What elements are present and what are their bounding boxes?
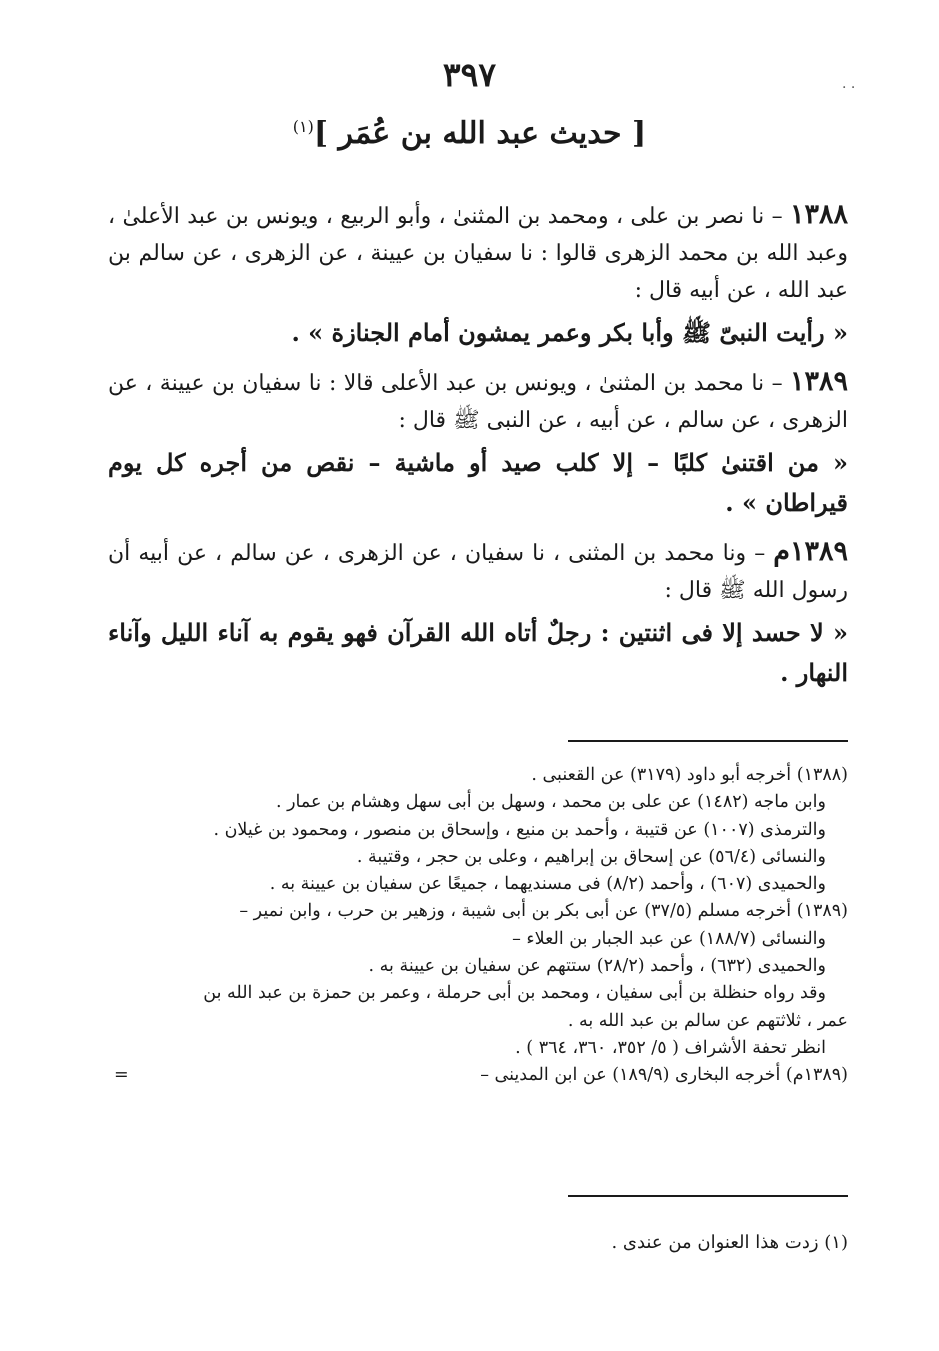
isnad-text: – ونا محمد بن المثنى ، نا سفيان ، عن الزهرى ، عن سالم ، عن أبيه أن رسول الله ﷺ قال : [108,541,848,603]
footnote-line: وقد رواه حنظلة بن أبى سفيان ، ومحمد بن أبى حرملة ، وعمر بن حمزة بن عبد الله بن [203,983,826,1004]
chapter-title [0,116,939,151]
page-number: ٣٩٧ [442,55,497,94]
footnote-line: والحميدى (٦٣٢) ، وأحمد (٢٨/٢) ستتهم عن سفيان بن عيينة به . [368,956,826,977]
scan-speck: · · [842,80,856,96]
editor-note-separator [568,1195,848,1197]
isnad-text: – نا محمد بن المثنىٰ ، ويونس بن عبد الأعلى قالا : نا سفيان بن عيينة ، عن الزهرى ، عن سالم ، عن أبيه ، عن النبى ﷺ قال : [108,371,848,433]
footnote-line: عمر ، ثلاثتهم عن سالم بن عبد الله به . [567,1010,848,1031]
footnote-line: (١٣٨٩) أخرجه مسلم (٣٧/٥) عن أبى بكر بن أبى شيبة ، وزهير بن حرب ، وابن نمير – [239,901,848,922]
footnote-line: والنسائى (١٨٨/٧) عن عبد الجبار بن العلاء – [512,928,826,949]
hadith-body [108,196,848,703]
hadith-1389m-isnad [108,533,848,609]
footnote-line: والترمذى (١٠٠٧) عن قتيبة ، وأحمد بن منيع ، وإسحاق بن منصور ، ومحمود بن غيلان . [213,819,826,840]
footnote-line: (١٣٨٨) أخرجه أبو داود (٣١٧٩) عن القعنبى . [531,765,848,785]
footnote-separator [568,740,848,742]
chapter-footnote-marker: (١) [292,117,314,136]
footnote-line: والنسائى (٥٦/٤) عن إسحاق بن إبراهيم ، وعلى بن حجر ، وقتيبة . [356,846,826,867]
hadith-number: ١٣٨٩ [789,366,848,397]
footnote-text: (١٣٨٩م) أخرجه البخارى (١٨٩/٩) عن ابن المدينى – [480,1065,848,1086]
hadith-1389m-matn: « لا حسد إلا فى اثنتين : رجلٌ أتاه الله القرآن فهو يقوم به آناء الليل وآناء النهار . [108,618,848,687]
hadith-number: ١٣٨٨ [789,199,848,230]
footnote-line-last [108,1062,848,1089]
footnote-line: وابن ماجه (١٤٨٢) عن على بن محمد ، وسهل بن أبى سهل وهشام بن عمار . [275,792,826,813]
isnad-text: – نا نصر بن على ، ومحمد بن المثنىٰ ، وأبو الربيع ، ويونس بن عبد الأعلىٰ ، وعبد الله بن محمد الزهرى قالوا : نا سفيان بن عيينة ، عن الزهرى ، عن سالم بن عبد الله ، عن أبيه قال : [108,204,848,303]
takhrij-footnotes [108,762,848,1090]
footnote-line: والحميدى (٦٠٧) ، وأحمد (٨/٢) فى مسنديهما ، جميعًا عن سفيان بن عيينة به . [269,874,826,895]
hadith-number: ١٣٨٩م [773,536,848,567]
chapter-title-text: [ حديث عبد الله بن عُمَر ] [313,116,647,151]
hadith-1388-matn: « رأيت النبىّ ﷺ وأبا بكر وعمر يمشون أمام الجنازة » . [291,318,848,347]
editor-footnote: (١) زدت هذا العنوان من عندى . [611,1232,848,1253]
hadith-1389-isnad [108,363,848,439]
footnote-line: انظر تحفة الأشراف ( ٥/ ٣٥٢، ٣٦٠، ٣٦٤ ) . [515,1037,826,1058]
hadith-1389-matn: « من اقتنىٰ كلبًا – إلا كلب صيد أو ماشية – نقص من أجره كل يوم قيراطان » . [108,448,848,517]
continuation-mark: = [114,1065,129,1086]
hadith-1388-isnad [108,196,848,309]
